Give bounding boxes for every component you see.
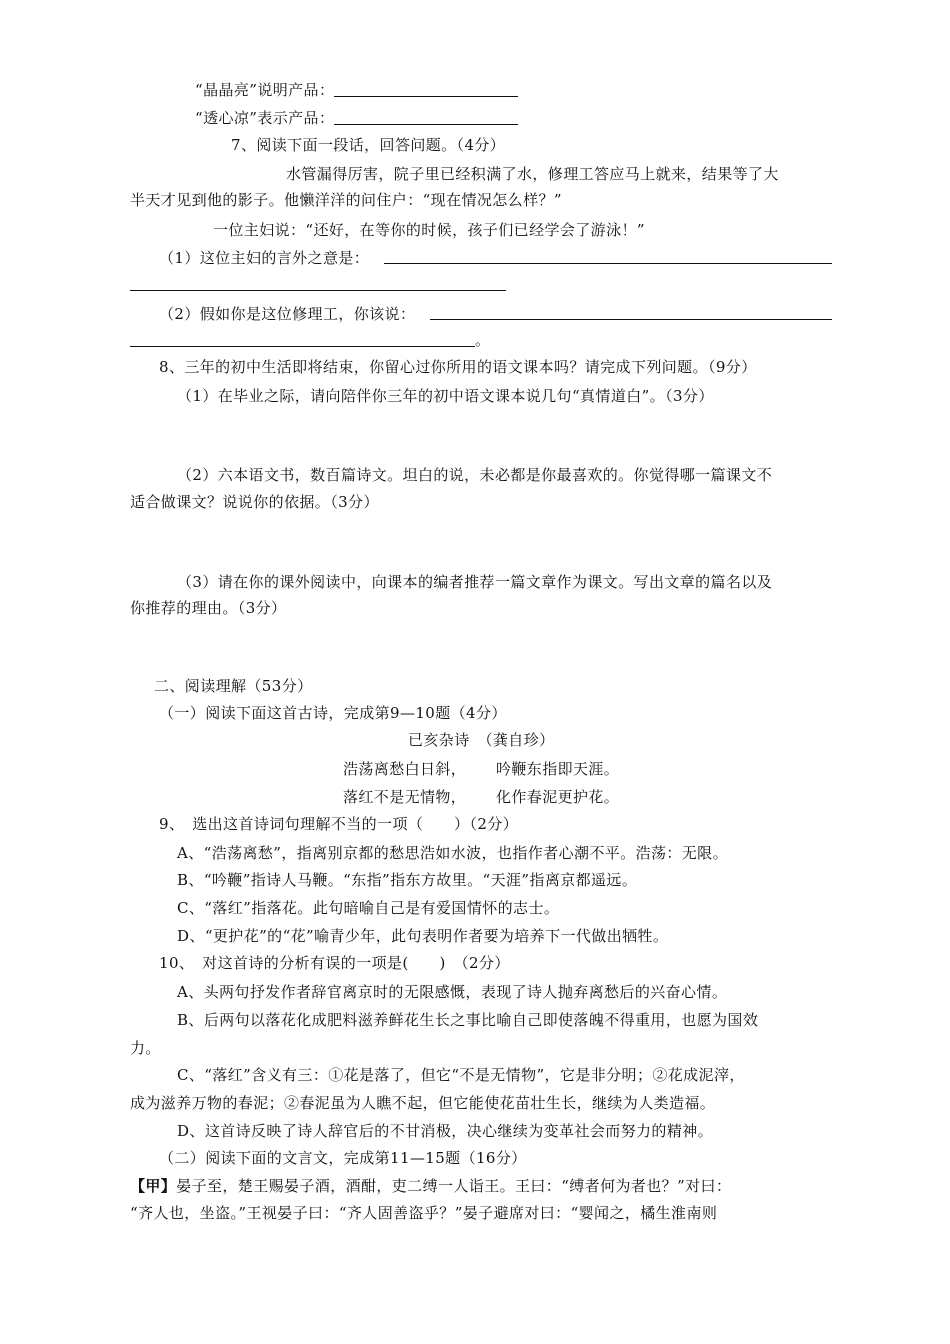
option-c: C、“落红”指落花。此句暗喻自己是有爱国情怀的志士。 xyxy=(177,899,560,917)
fill-line-touxinliang xyxy=(195,108,518,128)
question-8-sub1: （1）在毕业之际，请向陪伴你三年的初中语文课本说几句“真情道白”。（3分） xyxy=(177,387,714,405)
option-b: B、后两句以落花化成肥料滋养鲜花生长之事比喻自己即使落魄不得重用，也愿为国效 xyxy=(177,1011,759,1029)
poem-title: 已亥杂诗 （龚自珍） xyxy=(408,731,555,749)
classical-text: 晏子至，楚王赐晏子酒，酒酣，吏二缚一人诣王。王曰：“缚者何为者也？”对曰： xyxy=(176,1177,732,1195)
option-b-cont: 力。 xyxy=(130,1039,161,1057)
question-7-header: 7、阅读下面一段话，回答问题。（4分） xyxy=(231,136,506,154)
end-mark: 。 xyxy=(475,331,491,349)
question-8-sub3: （3）请在你的课外阅读中，向课本的编者推荐一篇文章作为课文。写出文章的篇名以及 xyxy=(177,573,773,591)
poem-line: 化作春泥更护花。 xyxy=(496,788,620,806)
fill-line-jingjingliang xyxy=(195,80,518,100)
option-a: A、“浩荡离愁”，指离别京都的愁思浩如水波，也指作者心潮不平。浩荡：无限。 xyxy=(177,844,728,862)
option-c-cont: 成为滋养万物的春泥；②春泥虽为人瞧不起，但它能使花苗壮生长，继续为人类造福。 xyxy=(130,1094,716,1112)
passage-line: 半天才见到他的影子。他懒洋洋的问住户：“现在情况怎么样？” xyxy=(130,191,562,209)
answer-line[interactable] xyxy=(384,263,832,264)
answer-blank[interactable] xyxy=(334,110,518,125)
fill-label: “透心凉”表示产品： xyxy=(195,109,335,127)
fill-label: “晶晶亮”说明产品： xyxy=(195,81,335,99)
question-8-sub2-cont: 适合做课文？说说你的依据。（3分） xyxy=(130,493,379,511)
passage-line: 一位主妇说：“还好，在等你的时候，孩子们已经学会了游泳！” xyxy=(213,221,645,239)
option-d: D、这首诗反映了诗人辞官后的不甘消极，决心继续为变革社会而努力的精神。 xyxy=(177,1122,714,1140)
option-a: A、头两句抒发作者辞官离京时的无限感慨，表现了诗人抛弃离愁后的兴奋心情。 xyxy=(177,983,728,1001)
question-9-stem: 9、 选出这首诗词句理解不当的一项（ ）（2分） xyxy=(159,815,519,833)
question-7-sub2: （2）假如你是这位修理工，你该说： xyxy=(159,305,416,323)
poem-line: 浩荡离愁白日斜， xyxy=(343,760,467,778)
classical-text-line xyxy=(130,1176,731,1196)
question-8-sub2: （2）六本语文书，数百篇诗文。坦白的说，未必都是你最喜欢的。你觉得哪一篇课文不 xyxy=(177,466,773,484)
option-c: C、“落红”含义有三：①花是落了，但它“不是无情物”，它是非分明；②花成泥滓， xyxy=(177,1066,745,1084)
passage-line: 水管漏得厉害，院子里已经积满了水，修理工答应马上就来，结果等了大 xyxy=(286,165,779,183)
answer-blank[interactable] xyxy=(334,82,518,97)
answer-blank[interactable] xyxy=(130,332,475,347)
question-7-sub2-end xyxy=(130,330,490,350)
answer-line[interactable] xyxy=(430,319,832,320)
question-8-header: 8、三年的初中生活即将结束，你留心过你所用的语文课本吗？请完成下列问题。（9分） xyxy=(159,358,757,376)
poem-line: 落红不是无情物， xyxy=(343,788,467,806)
answer-line[interactable] xyxy=(130,290,506,291)
part-1-header: （一）阅读下面这首古诗，完成第9—10题（4分） xyxy=(159,704,507,722)
option-b: B、“吟鞭”指诗人马鞭。“东指”指东方故里。“天涯”指离京都遥远。 xyxy=(177,871,638,889)
question-7-sub1: （1）这位主妇的言外之意是： xyxy=(159,249,370,267)
option-d: D、“更护花”的“花”喻青少年，此句表明作者要为培养下一代做出牺牲。 xyxy=(177,927,669,945)
question-10-stem: 10、 对这首诗的分析有误的一项是( ) （2分） xyxy=(159,954,510,972)
section-2-header: 二、阅读理解（53分） xyxy=(154,677,313,695)
jia-tag: 【甲】 xyxy=(130,1177,177,1195)
poem-line: 吟鞭东指即天涯。 xyxy=(496,760,620,778)
part-2-header: （二）阅读下面的文言文，完成第11—15题（16分） xyxy=(159,1149,527,1167)
question-8-sub3-cont: 你推荐的理由。（3分） xyxy=(130,599,287,617)
classical-text-line: “齐人也，坐盗。”王视晏子曰：“齐人固善盗乎？”晏子避席对曰：“婴闻之，橘生淮南则 xyxy=(130,1204,718,1222)
